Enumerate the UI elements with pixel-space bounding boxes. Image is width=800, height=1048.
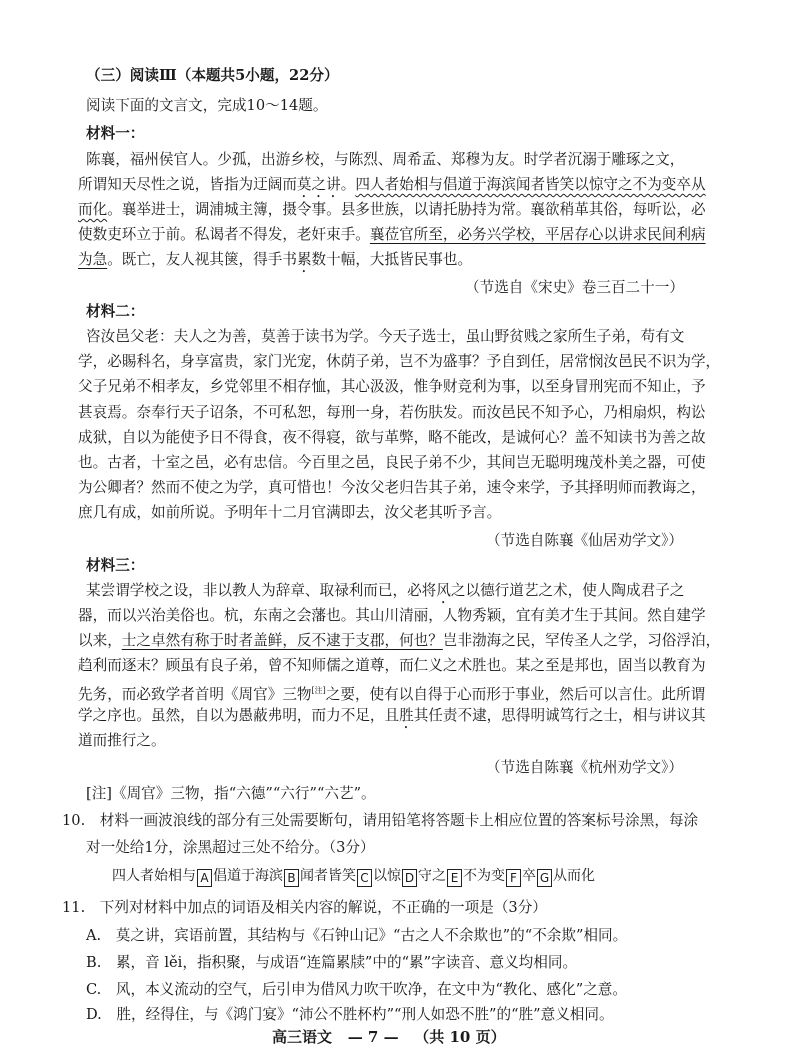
answer-box-d[interactable]: D bbox=[402, 869, 417, 887]
q11-stem: 11. 下列对材料中加点的词语及相关内容的解说，不正确的一项是（3分） bbox=[62, 899, 547, 916]
q10-part: 闻者皆笑 bbox=[300, 868, 356, 884]
material-3-line-6 bbox=[78, 706, 706, 732]
footer-total-pages: （共 10 页） bbox=[414, 1028, 506, 1046]
material-3-text: 其任责不逮，思得明诚笃行之士，相与讲议其 bbox=[413, 707, 706, 724]
material-3-line-2: 器，而以兴治美俗也。杭，东南之会藩也。其山川清丽，人物秀颖，宜有美才生于其间。然自建学 bbox=[78, 607, 706, 624]
q10-part: 四人者始相与 bbox=[112, 868, 196, 884]
q10-stem-line-2: 对一处给1分，涂黑超过三处不给分。（3分） bbox=[86, 839, 375, 856]
answer-box-g[interactable]: G bbox=[537, 869, 552, 887]
q11-option-d[interactable]: D. 胜，经得住，与《鸿门宴》“沛公不胜杯杓”“刑人如恐不胜”的“胜”意义相同。 bbox=[86, 1006, 614, 1023]
material-1-title: 材料一： bbox=[86, 125, 145, 142]
material-1-line-3 bbox=[78, 200, 706, 220]
footer-page-number: — 7 — bbox=[347, 1028, 399, 1046]
footer-subject: 高三语文 bbox=[272, 1028, 333, 1046]
q11-option-b[interactable]: B. 累，音 lěi，指积聚，与成语“连篇累牍”中的“累”字读音、意义均相同。 bbox=[86, 954, 578, 971]
material-1-text: 数十幅，大抵皆民事也。 bbox=[311, 251, 473, 268]
answer-box-f[interactable]: F bbox=[506, 869, 521, 887]
material-1-line-4 bbox=[78, 225, 706, 245]
material-3-text: 之以德行道艺之术，使人陶成君子之 bbox=[450, 582, 685, 599]
material-3-text: 先务，而必致学者首明《周官》三物 bbox=[78, 685, 312, 703]
q10-part: 以惊 bbox=[373, 868, 401, 884]
material-2-line-4: 甚哀焉。奈奉行天子诏条，不可私恕，每刑一身，若伤肤发。而汝邑民不知予心，乃相扇炽，构讼 bbox=[78, 404, 706, 421]
section-title: （三）阅读Ⅲ（本题共5小题，22分） bbox=[86, 67, 339, 84]
q10-punctuation-options bbox=[112, 866, 595, 887]
material-1-line-5 bbox=[78, 250, 472, 276]
material-2-line-7: 为公卿者？然而不使之为学，真可惜也！今汝父老归告其子弟，速令来学，予其择明师而教诲之， bbox=[78, 479, 706, 496]
note-marker: [注] bbox=[311, 686, 326, 695]
answer-box-a[interactable]: A bbox=[197, 869, 212, 887]
dotted-word-mo-zhi-jiang: 莫之讲 bbox=[296, 176, 341, 193]
material-3-source: （节选自陈襄《杭州劝学文》） bbox=[486, 759, 684, 776]
answer-box-b[interactable]: B bbox=[284, 869, 299, 887]
material-3-line-7: 道而推行之。 bbox=[78, 732, 166, 749]
page-footer bbox=[272, 1026, 506, 1047]
underlined-sentence-end: 为急 bbox=[78, 251, 108, 268]
material-2-title: 材料二： bbox=[86, 303, 145, 320]
material-3-text: 学之序也。虽然，自以为愚蔽弗明，而力不足，且 bbox=[78, 707, 400, 724]
q10-stem-line-1: 10. 材料一画波浪线的部分有三处需要断句，请用铅笔将答题卡上相应位置的答案标号涂黑，每涂 bbox=[62, 812, 699, 829]
material-1-line-2 bbox=[78, 175, 706, 201]
q10-part: 不为变 bbox=[463, 868, 505, 884]
material-3-text: 之要，使有以自得于心而形于事业，然后可以言仕。此所谓 bbox=[325, 685, 706, 703]
material-1-text: 。既亡，友人视其箧，得手书 bbox=[107, 251, 297, 268]
material-2-line-6: 也。古者，十室之邑，必有忠信。今百里之邑，良民子弟不少，其间岂无聪明瑰茂朴美之器，可使 bbox=[78, 454, 706, 471]
q11-option-a[interactable]: A. 莫之讲，宾语前置，其结构与《石钟山记》“古之人不余欺也”的“不余欺”相同。 bbox=[86, 927, 628, 944]
material-1-text: 。襄举进士，调浦城主簿，摄令事。县多世族，以请托胁持为常。襄欲稍革其俗，每听讼，必 bbox=[107, 201, 706, 218]
material-3-line-5 bbox=[78, 681, 705, 705]
material-1-text: 使数吏环立于前。私谒者不得发，老奸束手。 bbox=[78, 226, 370, 243]
material-1-text: 。 bbox=[340, 176, 356, 193]
material-3-line-1 bbox=[86, 581, 684, 607]
material-3-line-4: 趋利而逐末？顾虽有良子弟，曾不知师儒之道尊，而仁义之术胜也。某之至是邦也，固当以教育为 bbox=[78, 657, 706, 674]
q10-part: 倡道于海滨 bbox=[213, 868, 283, 884]
section-instruction: 阅读下面的文言文，完成10～14题。 bbox=[86, 97, 328, 114]
dotted-word-lei: 累 bbox=[296, 251, 312, 268]
material-3-title: 材料三： bbox=[86, 557, 145, 574]
q10-part: 从而化 bbox=[553, 868, 595, 884]
material-2-line-2: 学，必賜科名，身享富贵，家门光宠，休荫子弟，岂不为盛事？予自到任，居常悯汝邑民不识为学， bbox=[78, 353, 721, 370]
answer-box-e[interactable]: E bbox=[447, 869, 462, 887]
q11-option-c[interactable]: C. 风，本义流动的空气，后引申为借风力吹干吹净，在文中为“教化、感化”之意。 bbox=[86, 981, 627, 998]
material-2-line-5: 成狱，自以为能使予日不得食，夜不得寝，欲与革弊，略不能改，是诚何心？盖不知读书为善之故 bbox=[78, 429, 706, 446]
material-1-line-1: 陈襄，福州侯官人。少孤，出游乡校，与陈烈、周希孟、郑穆为友。时学者沉溺于雕琢之文， bbox=[86, 151, 685, 168]
material-2-source: （节选自陈襄《仙居劝学文》） bbox=[486, 532, 684, 549]
q10-part: 卒 bbox=[522, 868, 536, 884]
answer-box-c[interactable]: C bbox=[357, 869, 372, 887]
material-2-line-1: 咨汝邑父老：夫人之为善，莫善于读书为学。今天子选士，虽山野贫贱之家所生子弟，苟有文 bbox=[86, 328, 685, 345]
material-2-line-3: 父子兄弟不相孝友，乡党邻里不相存恤，其心汲汲，惟争财竞利为事，以至身冒刑宪而不知止，予 bbox=[78, 378, 706, 395]
material-1-text: 所谓知天尽性之说，皆指为迂阔而 bbox=[78, 176, 297, 193]
wavy-underline-sentence-end: 而化 bbox=[78, 201, 108, 218]
material-3-line-3 bbox=[78, 631, 720, 651]
wavy-underline-sentence: 四人者始相与倡道于海滨闻者皆笑以惊守之不为变卒从 bbox=[355, 176, 706, 193]
material-1-source: （节选自《宋史》卷三百二十一） bbox=[465, 279, 684, 296]
material-3-text: 岂非渤海之民，罕传圣人之学，习俗浮泊， bbox=[442, 632, 721, 649]
underlined-sentence: 士之卓然有称于时者盖鲜，反不逮于支郡，何也？ bbox=[121, 632, 443, 649]
dotted-word-sheng: 胜 bbox=[399, 707, 414, 724]
material-2-line-8: 庶几有成，如前所说。予明年十二月官满即去，汝父老其听予言。 bbox=[78, 504, 502, 521]
material-3-note: [注]《周官》三物，指“六德”“六行”“六艺”。 bbox=[86, 785, 376, 802]
underlined-sentence: 襄莅官所至，必务兴学校，平居存心以讲求民间利病 bbox=[369, 226, 706, 243]
q10-part: 守之 bbox=[418, 868, 446, 884]
material-3-text: 以来， bbox=[78, 632, 122, 649]
material-3-text: 某尝谓学校之设，非以教人为辞章、取禄利而已，必将 bbox=[86, 582, 437, 599]
dotted-word-feng: 风 bbox=[436, 582, 451, 599]
